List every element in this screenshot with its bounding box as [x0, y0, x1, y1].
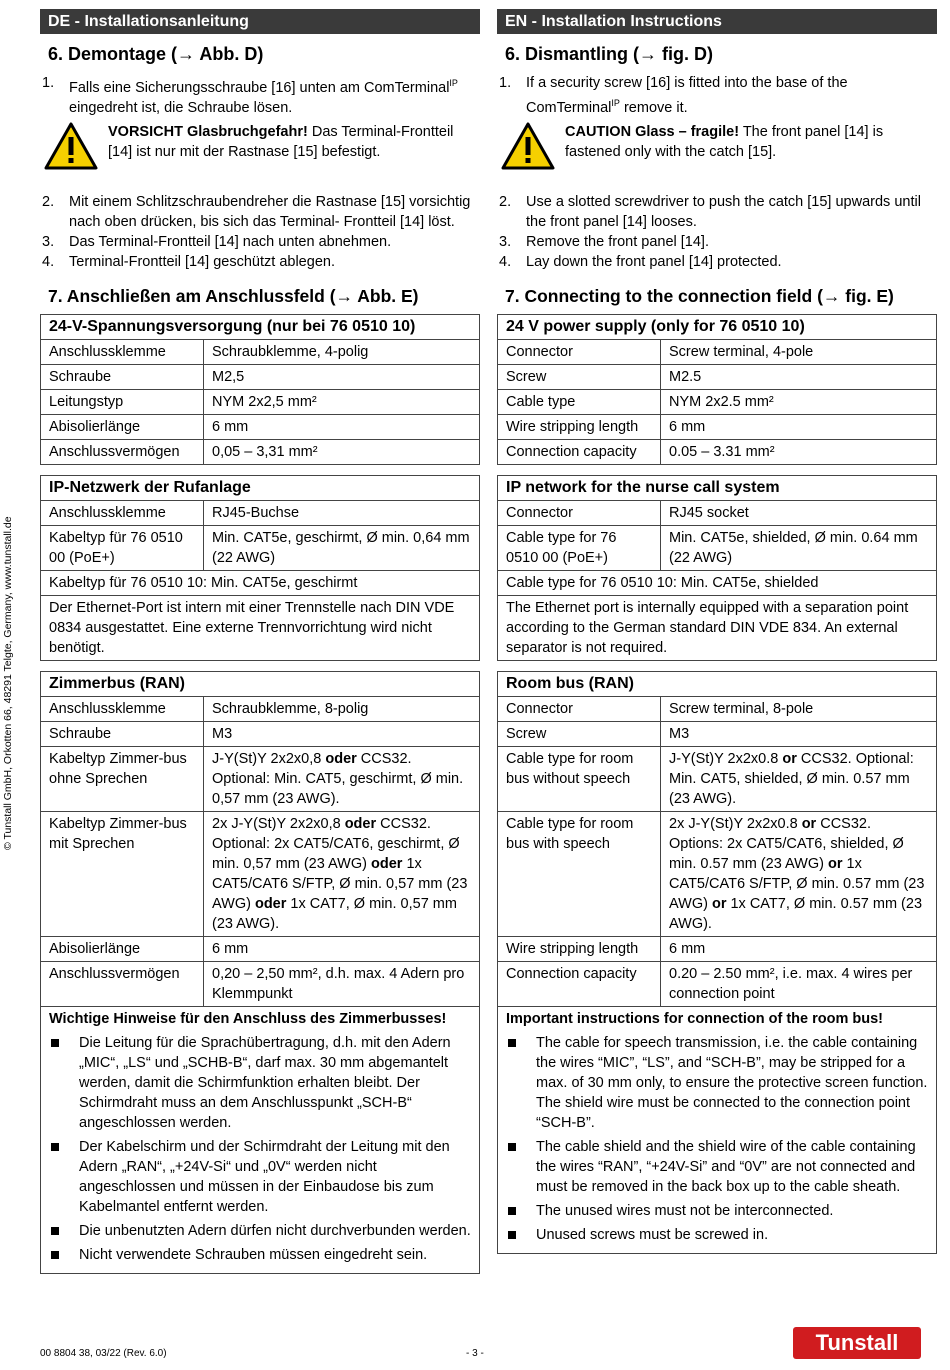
table-row: Cable type for 76 0510 10: Min. CAT5e, shielded: [498, 570, 936, 595]
list-item: The unused wires must not be interconnected.: [506, 1201, 928, 1221]
table-row: Cable type for room bus without speech J-Y(St)Y 2x2x0.8 or CCS32. Optional: Min. CAT5, shielded, Ø min. 0.57 mm (23 AWG).: [498, 746, 936, 811]
room-bus-table: Zimmerbus (RAN) Anschlussklemme Schraubklemme, 8-polig Schraube M3 Kabeltyp Zimmer-bus ohne Sprechen J-Y(St)Y 2x2x0,8 oder CCS32. Optional: Min. CAT5, geschirmt, Ø min. 0,57 mm (23 AWG). Kabeltyp Zimmer-bus mit Sprechen 2x J-Y(St)Y 2x2x0,8 oder CCS32. Optional: 2x CAT5/CAT6, geschirmt, Ø min. 0,57 mm (23 AWG) oder 1x CAT5/CAT6 S/FTP, Ø min. 0,57 mm (23 AWG) oder 1x CAT7, Ø min. 0,57 mm (23 AWG). Abisolierlänge 6 mm Anschlussvermögen 0,20 – 2,50 mm², d.h. max. 4 Adern pro Klemmpunkt Wichtige Hinweise für den Anschluss des Zimmerbusses! Die Leitung für die Sprachübertragung, d.h. mit den Adern „MIC“, „LS“ und „SCHB-B“, darf max. 30 mm abgemantelt werden, damit die Schirmfunktion erhalten bleibt. Der Schirmdraht muss an dem Anschlusspunkt „SCH-B“ angeschlossen werden. Der Kabelschirm und der Schirmdraht der Leitung mit den Adern „RAN“, „+24V-Si“ und „0V“ werden nicht angeschlossen und müssen in der Einbaudose bis zum Kabelmantel entfernt werden. Die unbenutzten Adern dürfen nicht durchverbunden werden. Nicht verwendete Schrauben müssen eingedreht sein.: [40, 671, 480, 1274]
section-6-title: 6. Demontage (→ Abb. D): [48, 44, 264, 64]
table-row: Abisolierlänge 6 mm: [41, 936, 479, 961]
list-item: Unused screws must be screwed in.: [506, 1225, 928, 1245]
list-item: Die unbenutzten Adern dürfen nicht durchverbunden werden.: [49, 1221, 471, 1241]
sidebar-copyright: © Tunstall GmbH, Orkotten 66, 48291 Telgte, Germany, www.tunstall.de: [2, 516, 14, 850]
warning-text: VORSICHT Glasbruchgefahr! Das Terminal-Frontteil [14] ist nur mit der Rastnase [15] befestigt.: [108, 123, 454, 160]
list-item: The cable for speech transmission, i.e. the cable containing the wires “MIC”, “LS”, and “SCH-B”, may be stripped for a max. of 30 mm only, to ensure the protective screen function. The shield wire must be connected to the connection point “SCH-B”.: [506, 1033, 928, 1133]
bullet-icon: [508, 1231, 516, 1239]
table-row: Abisolierlänge 6 mm: [41, 414, 479, 439]
table-row: Wire stripping length 6 mm: [498, 414, 936, 439]
table-row: Kabeltyp Zimmer-bus mit Sprechen 2x J-Y(St)Y 2x2x0,8 oder CCS32. Optional: 2x CAT5/CAT6, geschirmt, Ø min. 0,57 mm (23 AWG) oder 1x CAT5/CAT6 S/FTP, Ø min. 0,57 mm (23 AWG) oder 1x CAT7, Ø min. 0,57 mm (23 AWG).: [41, 811, 479, 936]
bullet-icon: [51, 1039, 59, 1047]
table-row: Leitungstyp NYM 2x2,5 mm²: [41, 389, 479, 414]
bullet-icon: [51, 1227, 59, 1235]
table-row: Cable type for room bus with speech 2x J-Y(St)Y 2x2x0.8 or CCS32. Options: 2x CAT5/CAT6, shielded, Ø min. 0.57 mm (23 AWG) or 1x CAT5/CAT6 S/FTP, Ø min. 0.57 mm (23 AWG) or 1x CAT7, Ø min. 0.57 mm (23 AWG).: [498, 811, 936, 936]
warning-block: [40, 122, 480, 180]
tunstall-logo: Tunstall: [793, 1327, 921, 1359]
table-row: Cable type for 76 0510 00 (PoE+) Min. CAT5e, shielded, Ø min. 0.64 mm (22 AWG): [498, 525, 936, 570]
bullet-icon: [508, 1143, 516, 1151]
bullet-icon: [508, 1207, 516, 1215]
column-de: [40, 9, 480, 1284]
table-row: Wire stripping length 6 mm: [498, 936, 936, 961]
list-item: Nicht verwendete Schrauben müssen eingedreht sein.: [49, 1245, 471, 1265]
table-row: Cable type NYM 2x2.5 mm²: [498, 389, 936, 414]
section-7-title: 7. Connecting to the connection field (→ fig. E): [505, 285, 894, 306]
step-4: 4. Lay down the front panel [14] protected.: [499, 253, 782, 270]
power-supply-table: 24 V power supply (only for 76 0510 10) Connector Screw terminal, 4-pole Screw M2.5 Cable type NYM 2x2.5 mm² Wire stripping length 6 mm Connection capacity 0.05 – 3.31 mm²: [497, 314, 937, 465]
room-bus-table: Room bus (RAN) Connector Screw terminal, 8-pole Screw M3 Cable type for room bus without speech J-Y(St)Y 2x2x0.8 or CCS32. Optional: Min. CAT5, shielded, Ø min. 0.57 mm (23 AWG). Cable type for room bus with speech 2x J-Y(St)Y 2x2x0.8 or CCS32. Options: 2x CAT5/CAT6, shielded, Ø min. 0.57 mm (23 AWG) or 1x CAT5/CAT6 S/FTP, Ø min. 0.57 mm (23 AWG) or 1x CAT7, Ø min. 0.57 mm (23 AWG). Wire stripping length 6 mm Connection capacity 0.20 – 2.50 mm², i.e. max. 4 wires per connection point Important instructions for connection of the room bus! The cable for speech transmission, i.e. the cable containing the wires “MIC”, “LS”, and “SCH-B”, may be stripped for a max. of 30 mm only, to ensure the protective screen function. The shield wire must be connected to the connection point “SCH-B”. The cable shield and the shield wire of the cable containing the wires “RAN”, “+24V-Si” and “0V” are not connected and must be removed in the back box up to the cable sheath. The unused wires must not be interconnected. Unused screws must be screwed in.: [497, 671, 937, 1254]
step-2: 2. Mit einem Schlitzschraubendreher die Rastnase [15] vorsichtig nach oben drücken, bis sich das Terminal- Frontteil [14] löst.: [42, 193, 471, 230]
notes-block: Wichtige Hinweise für den Anschluss des Zimmerbusses! Die Leitung für die Sprachübertragung, d.h. mit den Adern „MIC“, „LS“ und „SCHB-B“, darf max. 30 mm abgemantelt werden, damit die Schirmfunktion erhalten bleibt. Der Schirmdraht muss an dem Anschlusspunkt „SCH-B“ angeschlossen werden. Der Kabelschirm und der Schirmdraht der Leitung mit den Adern „RAN“, „+24V-Si“ und „0V“ werden nicht angeschlossen und müssen in der Einbaudose bis zum Kabelmantel entfernt werden. Die unbenutzten Adern dürfen nicht durchverbunden werden. Nicht verwendete Schrauben müssen eingedreht sein.: [41, 1006, 479, 1273]
power-supply-table: 24-V-Spannungsversorgung (nur bei 76 0510 10) Anschlussklemme Schraubklemme, 4-polig Schraube M2,5 Leitungstyp NYM 2x2,5 mm² Abisolierlänge 6 mm Anschlussvermögen 0,05 – 3,31 mm²: [40, 314, 480, 465]
column-en: [497, 9, 937, 1264]
section-header: EN - Installation Instructions: [497, 9, 937, 34]
bullet-icon: [508, 1039, 516, 1047]
table-row: Kabeltyp für 76 0510 10: Min. CAT5e, geschirmt: [41, 570, 479, 595]
bullet-icon: [51, 1143, 59, 1151]
notes-block: Important instructions for connection of the room bus! The cable for speech transmission, i.e. the cable containing the wires “MIC”, “LS”, and “SCH-B”, may be stripped for a max. of 30 mm only, to ensure the protective screen function. The shield wire must be connected to the connection point “SCH-B”. The cable shield and the shield wire of the cable containing the wires “RAN”, “+24V-Si” and “0V” are not connected and must be removed in the back box up to the cable sheath. The unused wires must not be interconnected. Unused screws must be screwed in.: [498, 1006, 936, 1253]
table-row: Anschlussvermögen 0,05 – 3,31 mm²: [41, 439, 479, 464]
list-item: Die Leitung für die Sprachübertragung, d.h. mit den Adern „MIC“, „LS“ und „SCHB-B“, darf max. 30 mm abgemantelt werden, damit die Schirmfunktion erhalten bleibt. Der Schirmdraht muss an dem Anschlusspunkt „SCH-B“ angeschlossen werden.: [49, 1033, 471, 1133]
table-row: Anschlussvermögen 0,20 – 2,50 mm², d.h. max. 4 Adern pro Klemmpunkt: [41, 961, 479, 1006]
section-header: DE - Installationsanleitung: [40, 9, 480, 34]
step-2: 2. Use a slotted screwdriver to push the catch [15] upwards until the front panel [14] looses.: [499, 193, 921, 230]
table-row: Connector Screw terminal, 8-pole: [498, 697, 936, 721]
table-row: Connector Screw terminal, 4-pole: [498, 340, 936, 364]
warning-block: [497, 122, 937, 180]
table-row: Anschlussklemme Schraubklemme, 8-polig: [41, 697, 479, 721]
step-3: 3. Das Terminal-Frontteil [14] nach unten abnehmen.: [42, 233, 392, 250]
table-row: Anschlussklemme Schraubklemme, 4-polig: [41, 340, 479, 364]
step-4: 4. Terminal-Frontteil [14] geschützt ablegen.: [42, 253, 335, 270]
table-row: Screw M3: [498, 721, 936, 746]
section-7-title: 7. Anschließen am Anschlussfeld (→ Abb. E): [48, 285, 419, 306]
table-row: Connection capacity 0.05 – 3.31 mm²: [498, 439, 936, 464]
bullet-icon: [51, 1251, 59, 1259]
table-row: Connector RJ45 socket: [498, 501, 936, 525]
table-row: Schraube M2,5: [41, 364, 479, 389]
table-row: Anschlussklemme RJ45-Buchse: [41, 501, 479, 525]
table-row: Der Ethernet-Port ist intern mit einer Trennstelle nach DIN VDE 0834 ausgestattet. Eine externe Trennvorrichtung wird nicht benötigt.: [41, 595, 479, 660]
list-item: The cable shield and the shield wire of the cable containing the wires “RAN”, “+24V-Si” and “0V” are not connected and must be removed in the back box up to the cable sheath.: [506, 1137, 928, 1197]
footer-page-number: - 3 -: [466, 1348, 484, 1359]
warning-icon: [44, 122, 98, 170]
table-row: Kabeltyp für 76 0510 00 (PoE+) Min. CAT5e, geschirmt, Ø min. 0,64 mm (22 AWG): [41, 525, 479, 570]
ip-network-table: IP network for the nurse call system Connector RJ45 socket Cable type for 76 0510 00 (PoE+) Min. CAT5e, shielded, Ø min. 0.64 mm (22 AWG) Cable type for 76 0510 10: Min. CAT5e, shielded The Ethernet port is internally equipped with a separation point according to the German standard DIN VDE 834. An external separator is not required.: [497, 475, 937, 661]
table-row: Schraube M3: [41, 721, 479, 746]
list-item: Der Kabelschirm und der Schirmdraht der Leitung mit den Adern „RAN“, „+24V-Si“ und „0V“ werden nicht angeschlossen und müssen in der Einbaudose bis zum Kabelmantel entfernt werden.: [49, 1137, 471, 1217]
table-row: Kabeltyp Zimmer-bus ohne Sprechen J-Y(St)Y 2x2x0,8 oder CCS32. Optional: Min. CAT5, geschirmt, Ø min. 0,57 mm (23 AWG).: [41, 746, 479, 811]
footer-doc-number: 00 8804 38, 03/22 (Rev. 6.0): [40, 1348, 167, 1359]
step-3: 3. Remove the front panel [14].: [499, 233, 709, 250]
ip-network-table: IP-Netzwerk der Rufanlage Anschlussklemme RJ45-Buchse Kabeltyp für 76 0510 00 (PoE+) Min. CAT5e, geschirmt, Ø min. 0,64 mm (22 AWG) Kabeltyp für 76 0510 10: Min. CAT5e, geschirmt Der Ethernet-Port ist intern mit einer Trennstelle nach DIN VDE 0834 ausgestattet. Eine externe Trennvorrichtung wird nicht benötigt.: [40, 475, 480, 661]
table-row: Connection capacity 0.20 – 2.50 mm², i.e. max. 4 wires per connection point: [498, 961, 936, 1006]
table-row: Screw M2.5: [498, 364, 936, 389]
step-1: 1. Falls eine Sicherungsschraube [16] unten am ComTerminal$^{IP}$ eingedreht ist, die Schraube lösen.: [42, 75, 458, 116]
section-6-title: 6. Dismantling (→ fig. D): [505, 44, 714, 64]
step-1: 1. If a security screw [16] is fitted into the base of the ComTerminal$^{IP}$ remove it.: [499, 75, 848, 116]
warning-text: CAUTION Glass – fragile! The front panel [14] is fastened only with the catch [15].: [565, 123, 884, 160]
table-row: The Ethernet port is internally equipped with a separation point according to the German standard DIN VDE 834. An external separator is not required.: [498, 595, 936, 660]
warning-icon: [501, 122, 555, 170]
